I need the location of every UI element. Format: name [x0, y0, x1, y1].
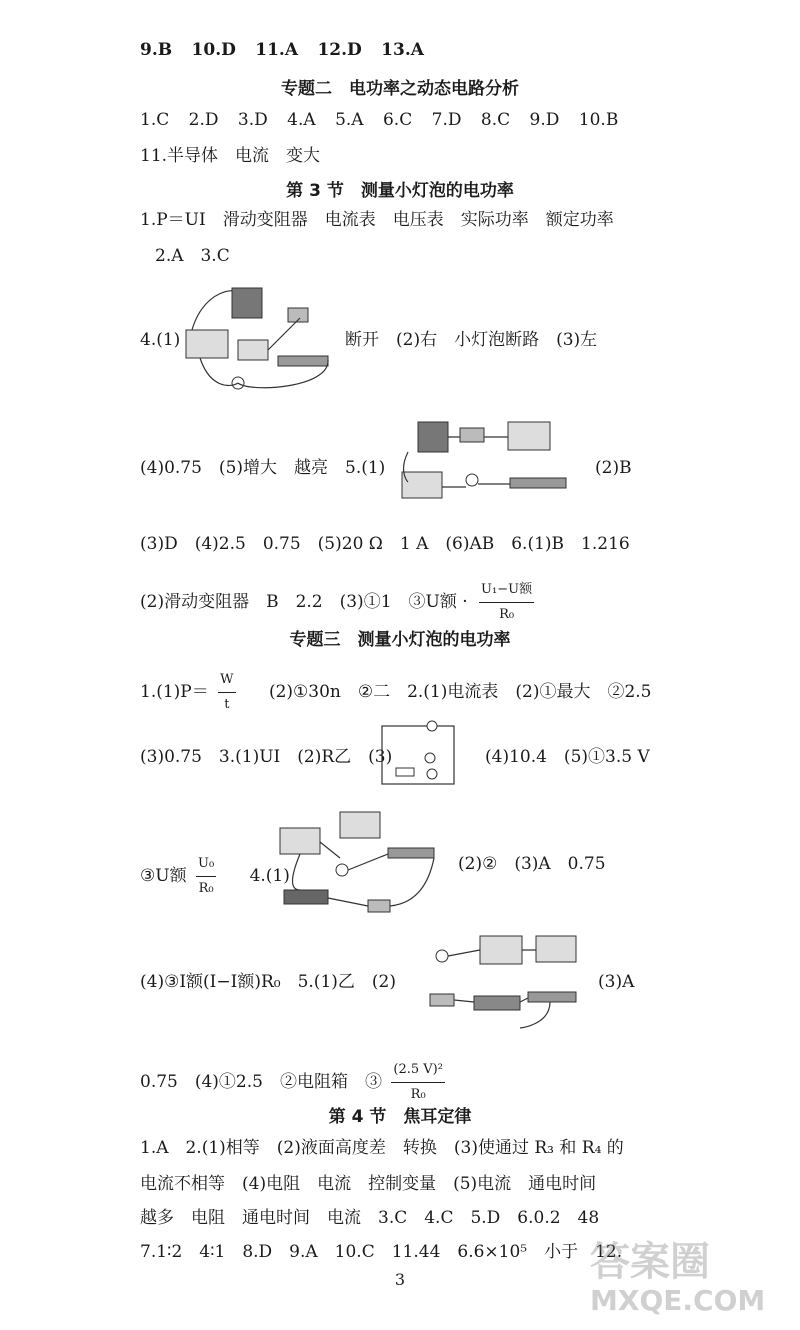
answer: 3.D — [237, 110, 268, 130]
topic3-title: 专题三 测量小灯泡的电功率 — [289, 630, 511, 650]
watermark-url: MXQE.COM — [590, 1284, 766, 1317]
q1-rest: (2)①30n ②二 2.(1)电流表 (2)①最大 ②2.5 — [268, 682, 652, 702]
section4-line-1: 1.A 2.(1)相等 (2)液面高度差 转换 (3)使通过 R₃ 和 R₄ 的 — [140, 1138, 624, 1158]
watermark-logo-text: 答案圈 — [590, 1239, 710, 1285]
answer-12: 12.D — [317, 40, 362, 60]
circuit-figure-3 — [270, 808, 438, 918]
fraction-denominator: t — [224, 697, 230, 712]
section4-title: 第 4 节 焦耳定律 — [328, 1107, 472, 1127]
topic2-title: 专题二 电功率之动态电路分析 — [281, 79, 519, 99]
topic3-q5: (4)③I额(I−I额)R₀ 5.(1)乙 (2) — [140, 972, 396, 992]
q4-fraction — [196, 852, 230, 901]
topic3-q6 — [140, 1058, 740, 1107]
fraction-denominator: R₀ — [499, 607, 515, 622]
answer-13: 13.A — [381, 40, 424, 60]
topic3-q3: (3)0.75 3.(1)UI (2)R乙 (3) — [140, 747, 393, 767]
answer-10: 10.D — [191, 40, 236, 60]
section3-title: 第 3 节 测量小灯泡的电功率 — [286, 181, 514, 201]
section3-q4b: (4)0.75 (5)增大 越亮 5.(1) — [140, 458, 386, 478]
section3-q5-line: (3)D (4)2.5 0.75 (5)20 Ω 1 A (6)AB 6.(1)B 1.216 — [140, 534, 630, 554]
circuit-figure-1 — [180, 278, 335, 403]
topic3-q3-suffix: (4)10.4 (5)①3.5 V — [485, 747, 650, 767]
answer: 1.C — [140, 110, 170, 130]
topic3-q5-suffix: (3)A — [598, 972, 635, 992]
topic2-row-1 — [140, 108, 740, 132]
q6-fraction — [391, 1058, 459, 1107]
answer: 8.C — [480, 110, 511, 130]
fraction-numerator: U₀ — [196, 852, 216, 877]
answer: 7.D — [431, 110, 462, 130]
q1-fraction — [218, 668, 249, 717]
answer-11: 11.A — [255, 40, 299, 60]
fraction-numerator: U₁−U额 — [479, 578, 534, 603]
page-number: 3 — [394, 1270, 406, 1289]
answer: 6.C — [382, 110, 413, 130]
q6-fraction — [479, 578, 548, 627]
section3-q5-answer: (2)B — [595, 458, 632, 478]
q6-prefix: (2)滑动变阻器 B 2.2 (3)①1 ③U额 · — [140, 592, 468, 612]
circuit-figure-4 — [420, 930, 580, 1030]
q1-prefix: 1.(1)P＝ — [140, 682, 209, 702]
section4-line-2: 电流不相等 (4)电阻 电流 控制变量 (5)电流 通电时间 — [140, 1174, 597, 1194]
section4-line-4: 7.1∶2 4∶1 8.D 9.A 10.C 11.44 6.6×10⁵ 小于 12. — [140, 1242, 623, 1262]
answer-9: 9.B — [140, 40, 173, 60]
circuit-figure-2 — [398, 412, 576, 512]
answer: 5.A — [335, 110, 364, 130]
fraction-denominator: R₀ — [198, 881, 214, 896]
section3-q6 — [140, 578, 740, 627]
section4-line-3: 越多 电阻 通电时间 电流 3.C 4.C 5.D 6.0.2 48 — [140, 1208, 600, 1228]
topic3-q1 — [140, 668, 740, 717]
answer: 2.D — [188, 110, 219, 130]
section3-q1: 1.P＝UI 滑动变阻器 电流表 电压表 实际功率 额定功率 — [140, 210, 614, 230]
circuit-diagram — [378, 718, 458, 790]
topic2-row-2: 11.半导体 电流 变大 — [140, 146, 321, 166]
fraction-numerator: W — [218, 668, 235, 693]
fraction-denominator: R₀ — [410, 1087, 426, 1102]
answer-row-1 — [140, 38, 740, 62]
section3-q4-rest: 断开 (2)右 小灯泡断路 (3)左 — [345, 330, 598, 350]
fraction-numerator: (2.5 V)² — [391, 1058, 445, 1083]
q4-prefix: ③U额 — [140, 866, 187, 886]
answer: 9.D — [529, 110, 560, 130]
answer: 4.A — [287, 110, 316, 130]
answer: 10.B — [578, 110, 619, 130]
topic3-q4-suffix: (2)② (3)A 0.75 — [458, 854, 606, 874]
q4-mid: 4.(1) — [249, 866, 290, 886]
q4-prefix: 4.(1) — [140, 330, 181, 350]
site-watermark — [590, 1240, 790, 1320]
q6-prefix: 0.75 (4)①2.5 ②电阻箱 ③ — [140, 1072, 382, 1092]
section3-q2-3: 2.A 3.C — [155, 246, 230, 266]
